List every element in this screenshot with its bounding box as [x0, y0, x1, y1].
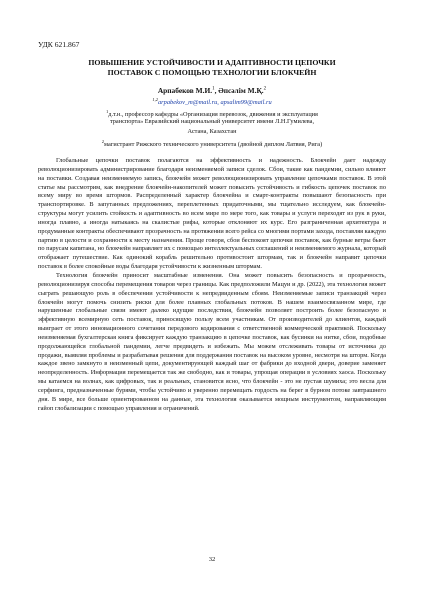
udk-code: УДК 621.867 — [38, 40, 80, 49]
author-1: Арпабеков М.И. — [157, 86, 213, 95]
page-number: 32 — [208, 556, 216, 563]
article-body — [38, 157, 386, 413]
author-2-marker: 2 — [263, 86, 267, 92]
authors — [40, 86, 384, 95]
author-emails — [40, 97, 384, 106]
article-title-line-2: ПОСТАВОК С ПОМОЩЬЮ ТЕХНОЛОГИИ БЛОКЧЕЙН — [107, 68, 317, 77]
affiliation-1-marker: 1 — [106, 109, 109, 114]
body-paragraph-2: Технология блокчейн приносит масштабные изменения. Она может повысить безопасность и прозрачность, революционизируя способы перемещения товаров через границы. Как предположили Мацуи и др. (2022), эта технология может сыграть решающую роль в обеспечении устойчивости к непредвиденным сбоям. Неизменяемые записи транзакций через блокчейн могут помочь снизить риски для более плавных глобальных потоков. В нашем взаимосвязанном мире, где нарушенные глобальные связи имеют далеко идущие последствия, блокчейн позволяет построить более безопасную и эффективную всемирную сеть поставок, приносящую пользу всем участникам. От производителей до клиентов, каждый выиграет от этого инновационного сочетания передового кодирования с ответственной коммерческой практикой. Поскольку неизменяемая бухгалтерская книга фиксирует каждую транзакцию в цепочке поставок, как бусинки на нитке, сбои, подобные продолжающейся глобальной пандемии, легче предвидеть и избежать. Мы можем отслеживать товары от источника до продажи, выявляя проблемы и разрабатывая решения для поддержания поставок на высоком уровне, несмотря на шторм. Когда каждое звено замкнуто в неизменный цепи, документирующей каждый шаг от фабрики до входной двери, доверие заменяет неопределенность. Информация перемещается так же свободно, как и товары, упрощая операции в условиях хаоса. Поскольку мы катаемся на волнах, как цифровых, так и реальных, становится ясно, что блокчейн - это не пустая шумиха; это весла для серфинга, предназначенные бурями, чтобы устойчиво и уверенно перемещать гордость на берег в бурном потоке завтрашнего дня. В мире, все больше ориентированном на данные, эта технология оказывается мощным инструментом, направляющим гайоп глобализации с помощью управления и ограничений. — [38, 271, 386, 412]
affiliation-2-marker: 2 — [101, 139, 105, 144]
author-separator: , — [214, 86, 219, 95]
affiliation-2-text: магистрант Рижского технического университета (двойной диплом Латвия, Рига) — [104, 141, 323, 149]
affiliation-1-line-2: транспорта» Евразийский национальный университет имени Л.Н.Гумилева, — [109, 118, 315, 125]
email-marker: 1,2 — [152, 97, 158, 102]
affiliation-1-text: д.т.н., профессор кафедры «Организация перевозок, движения и эксплуатация — [108, 111, 318, 119]
affiliation-1-line-3: Астана, Казахстан — [187, 128, 237, 135]
author-1-marker: 1 — [212, 86, 215, 92]
article-title-line-1: ПОВЫШЕНИЕ УСТОЙЧИВОСТИ И АДАПТИВНОСТИ ЦЕПОЧКИ — [88, 58, 336, 67]
email-addresses[interactable]: arpabekov_m@mail.ru, apsalim99@mail.ru — [157, 99, 272, 107]
body-paragraph-1: Глобальные цепочки поставок полагаются на эффективность и надежность. Блокчейн дает надежду революционизировать администрирование благодаря неизменяемой записи сделок. Сбои, такие как пандемии, сильно влияют на поставки. Создавая неизменяемую запись, блокчейн может революционизировать управление цепочками поставок. В этой статье мы рассмотрим, как внедрение блокчейн-накопителей может повысить устойчивость и гибкость цепочек поставок по всему миру во время штормов. Распределенный характер блокчейна и смарт-контракты повышают безопасность при транспортировке. В запутанных предложениях, переплетенных придаточными, мы тщательно исследуем, как блокчейн-структуры могут усилить стойкость и адаптивность во всем мире по мере того, как товары и услуги переходят из рук в руки, иногда плавно, а иногда натыкаясь на скалистые рифы, которые отклоняют их курс. Его разграниченная архитектура и продуманные контракты обеспечивают прозрачность на протяжении всего рейса со многими портами захода, поставляя каждую партию в целости и сохранности к месту назначения. Проще говоря, сбои беспокоят цепочки поставок, как бурные ветры бьют по парусам капитана, но блокчейн направляет их с помощью интеллектуальных соглашений и неизменяемого журнала, который отображает путешествие. Как одинокий корабль решительно противостоит штормам, так и блокчейн направит цепочки поставок в более спокойные воды благодаря устойчивости к жизненным штормам. — [38, 157, 386, 271]
affiliation-2 — [40, 137, 384, 150]
author-2: Әпсәлім М.Қ. — [218, 86, 264, 95]
